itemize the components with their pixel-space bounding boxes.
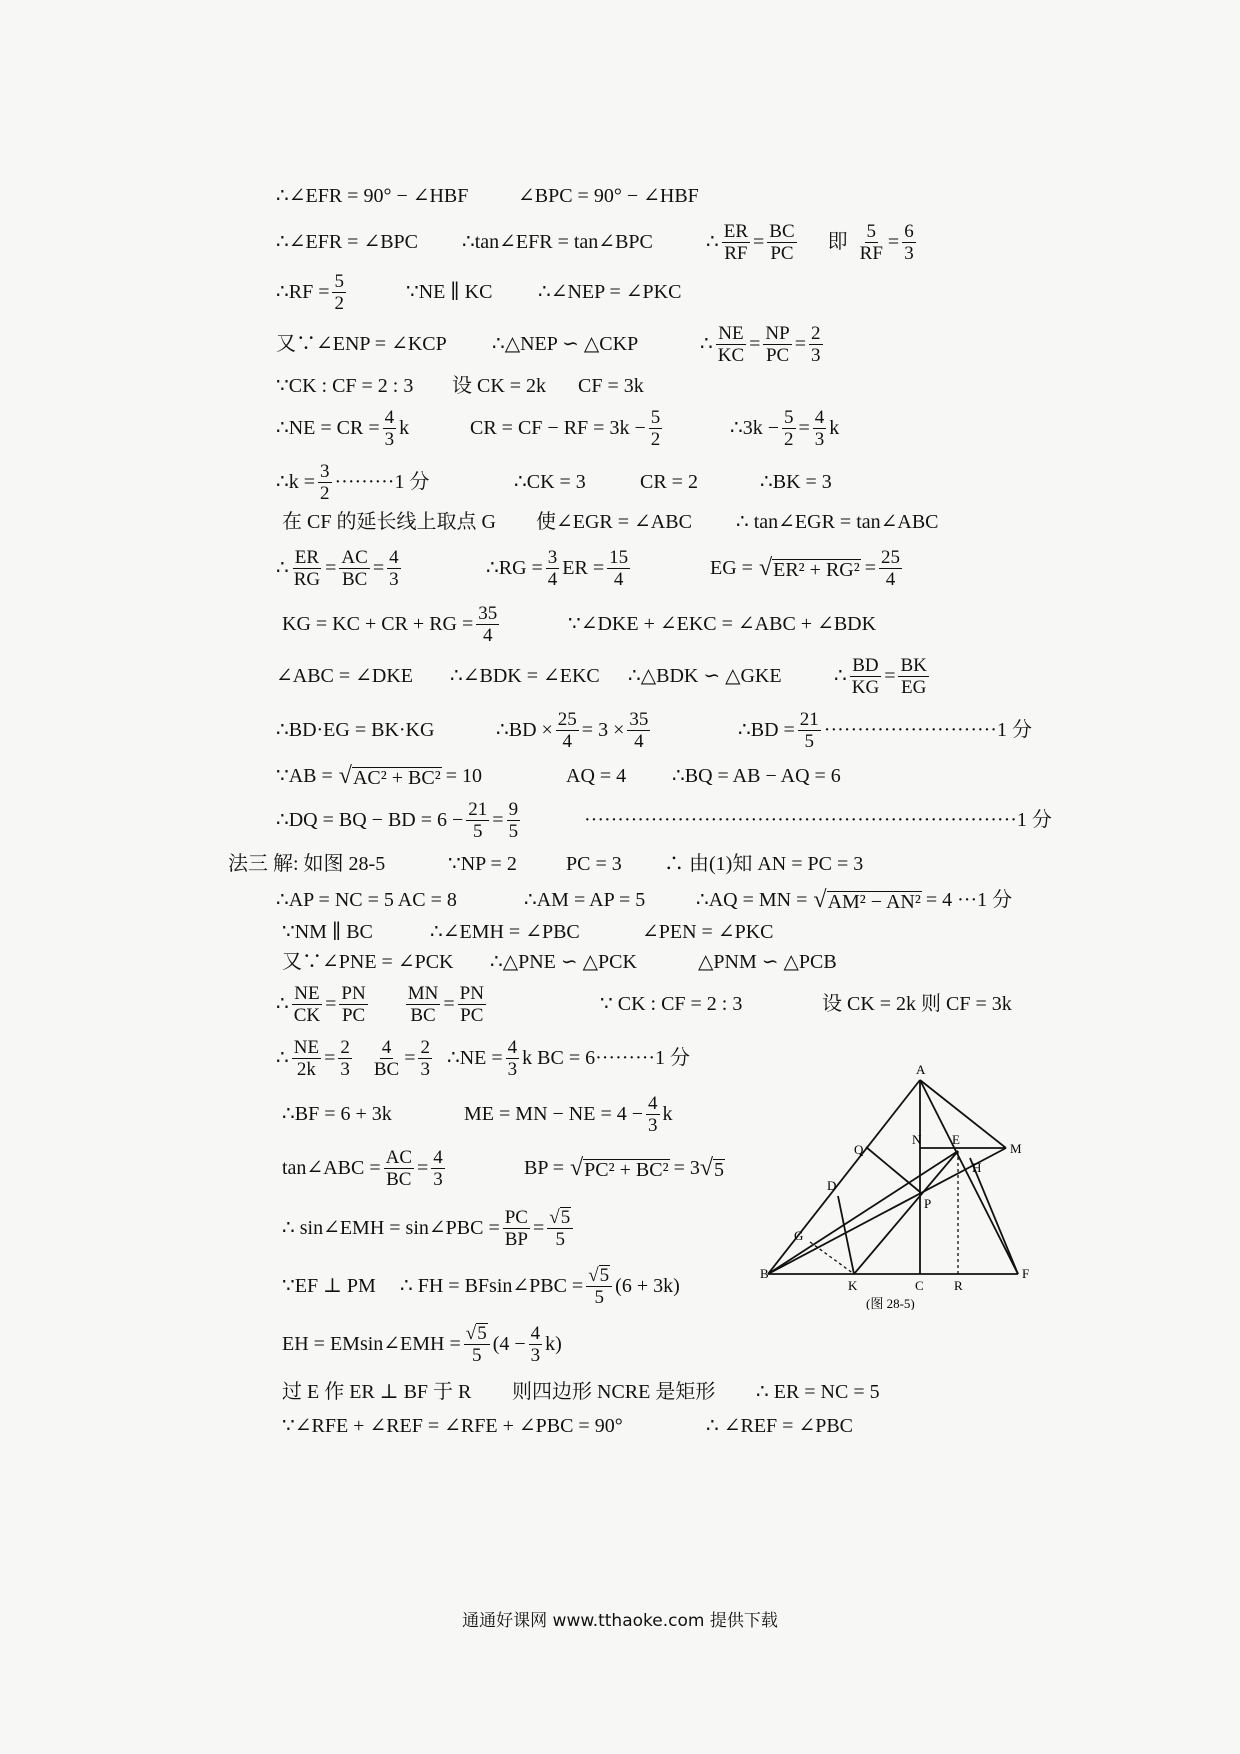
text: ∠BPC = 90° − ∠HBF bbox=[518, 185, 699, 207]
label-d: D bbox=[827, 1178, 837, 1193]
text: ∵EF ⊥ PM bbox=[282, 1275, 376, 1297]
label-k: K bbox=[848, 1278, 858, 1293]
text: ∴∠NEP = ∠PKC bbox=[538, 281, 682, 303]
fraction: $\frac{BC}{PC}$ bbox=[769, 220, 795, 264]
label-f: F bbox=[1022, 1266, 1030, 1281]
text: ∴BF = 6 + 3k bbox=[282, 1103, 392, 1125]
text: 又∵∠ENP = ∠KCP bbox=[276, 333, 447, 355]
text: ∴ ER = NC = 5 bbox=[756, 1381, 880, 1403]
label-h: H bbox=[972, 1160, 982, 1175]
fraction: $\frac{6}{3}$ bbox=[904, 220, 914, 264]
text: ∵∠DKE + ∠EKC = ∠ABC + ∠BDK bbox=[568, 613, 877, 635]
figure-caption: (图 28-5) bbox=[866, 1296, 915, 1310]
text: ∴ 由(1)知 AN = PC = 3 bbox=[664, 853, 864, 875]
text: ∴△BDK ∽ △GKE bbox=[628, 665, 782, 687]
text: 又∵∠PNE = ∠PCK bbox=[282, 951, 454, 973]
label-c: C bbox=[915, 1278, 924, 1293]
therefore: ∴ bbox=[706, 231, 719, 253]
text: ∴△PNE ∽ △PCK bbox=[490, 951, 637, 973]
text: ∵NM ∥ BC bbox=[282, 921, 373, 943]
text: ∵NE ∥ KC bbox=[406, 281, 493, 303]
text: ∴AM = AP = 5 bbox=[524, 889, 646, 911]
text: ∴AP = NC = 5 AC = 8 bbox=[276, 889, 457, 911]
fraction-group: ∴ $\frac{ER}{RF}$ = $\frac{BC}{PC}$ 即 $\frac{5}{RF}$ = $\frac{6}{3}$ bbox=[706, 220, 914, 264]
text: ∴BK = 3 bbox=[760, 471, 832, 493]
text: 在 CF 的延长线上取点 G bbox=[282, 511, 496, 533]
footer-source: 通通好课网 www.tthaoke.com 提供下载 bbox=[462, 1611, 778, 1631]
text: CR = 2 bbox=[640, 471, 698, 493]
fraction: $\frac{ER}{RF}$ bbox=[723, 220, 749, 264]
label-b: B bbox=[760, 1266, 769, 1281]
text: ∴∠EFR = ∠BPC bbox=[276, 231, 419, 253]
text: 设 CK = 2k 则 CF = 3k bbox=[822, 993, 1012, 1015]
label-m: M bbox=[1010, 1141, 1022, 1156]
text: ∵∠RFE + ∠REF = ∠RFE + ∠PBC = 90° bbox=[282, 1415, 623, 1437]
text: ∴∠EFR = 90° − ∠HBF bbox=[276, 185, 469, 207]
square-root: √ ER² + RG² bbox=[758, 555, 860, 581]
text: ∵CK : CF = 2 : 3 bbox=[276, 375, 414, 397]
method-three-heading: 法三 解: 如图 28-5 bbox=[228, 853, 386, 875]
text: ∴ ∠REF = ∠PBC bbox=[706, 1415, 854, 1437]
text: ∵ CK : CF = 2 : 3 bbox=[600, 993, 743, 1015]
fraction: $\frac{5}{RF}$ bbox=[859, 220, 883, 264]
text: ∴CK = 3 bbox=[514, 471, 586, 493]
text: ∠PEN = ∠PKC bbox=[642, 921, 774, 943]
text: ∴tan∠EFR = tan∠BPC bbox=[462, 231, 653, 253]
text: PC = 3 bbox=[566, 853, 622, 875]
text: CF = 3k bbox=[578, 375, 644, 397]
label-n: N bbox=[912, 1132, 922, 1147]
text: ∴ tan∠EGR = tan∠ABC bbox=[736, 511, 939, 533]
score-dots: ·································································1 分 bbox=[584, 809, 1052, 831]
geometry-figure bbox=[760, 1060, 1060, 1315]
label-r: R bbox=[954, 1278, 963, 1293]
fraction: $\frac{5}{2}$ bbox=[334, 270, 344, 314]
text: AQ = 4 bbox=[566, 765, 627, 787]
text: 过 E 作 ER ⊥ BF 于 R bbox=[282, 1381, 472, 1403]
text: ∴BQ = AB − AQ = 6 bbox=[672, 765, 841, 787]
text: ∴BD·EG = BK·KG bbox=[276, 719, 435, 741]
text: △PNM ∽ △PCB bbox=[698, 951, 837, 973]
label-q: Q bbox=[854, 1142, 864, 1157]
label-g: G bbox=[794, 1228, 804, 1243]
figure-28-5 bbox=[760, 1060, 1060, 1310]
text: ∴△NEP ∽ △CKP bbox=[492, 333, 639, 355]
text: 使∠EGR = ∠ABC bbox=[536, 511, 692, 533]
label-a: A bbox=[916, 1062, 926, 1077]
text: ∴∠BDK = ∠EKC bbox=[450, 665, 600, 687]
text: ∴∠EMH = ∠PBC bbox=[430, 921, 580, 943]
text: ∵NP = 2 bbox=[448, 853, 517, 875]
text: 则四边形 NCRE 是矩形 bbox=[512, 1381, 716, 1403]
label-e: E bbox=[952, 1132, 960, 1147]
text: 设 CK = 2k bbox=[452, 375, 547, 397]
label-p: P bbox=[924, 1196, 932, 1211]
text: ∠ABC = ∠DKE bbox=[276, 665, 414, 687]
